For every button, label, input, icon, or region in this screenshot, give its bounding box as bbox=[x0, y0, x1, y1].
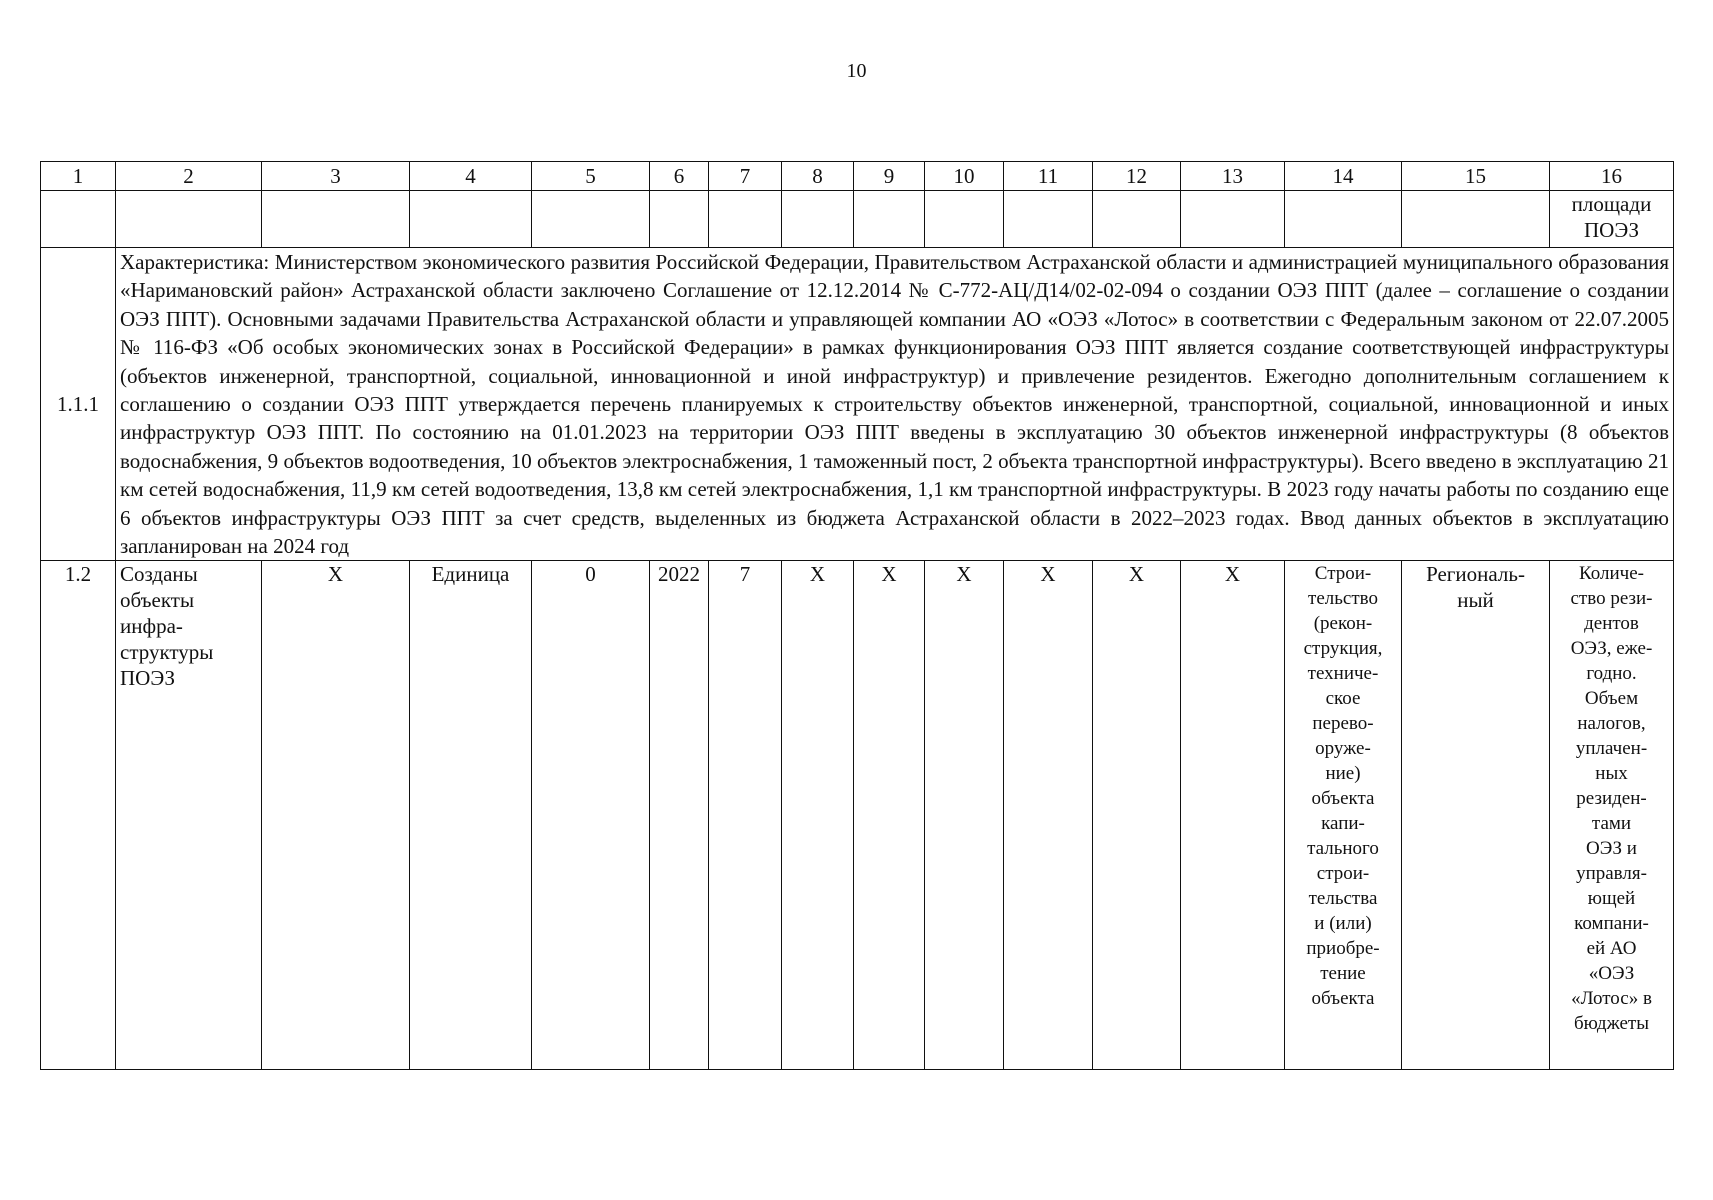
table-cell: X bbox=[854, 561, 925, 1070]
table-cell bbox=[854, 191, 925, 248]
continuation-row bbox=[41, 191, 1674, 248]
column-number: 5 bbox=[532, 162, 650, 191]
column-number: 14 bbox=[1285, 162, 1402, 191]
table-cell bbox=[1402, 191, 1550, 248]
column-number: 6 bbox=[650, 162, 709, 191]
table-cell bbox=[650, 191, 709, 248]
continuation-cell-col16: площади ПОЭЗ bbox=[1550, 191, 1674, 248]
table-cell bbox=[1004, 191, 1093, 248]
indicator-name: Созданы объекты инфра- структуры ПОЭЗ bbox=[116, 561, 262, 1070]
column-number: 15 bbox=[1402, 162, 1550, 191]
level-cell: Региональ- ный bbox=[1402, 561, 1550, 1070]
table-cell bbox=[1285, 191, 1402, 248]
unit-cell: Единица bbox=[410, 561, 532, 1070]
table-cell: X bbox=[1093, 561, 1181, 1070]
table-cell: X bbox=[925, 561, 1004, 1070]
table-cell: X bbox=[782, 561, 854, 1070]
table-cell bbox=[41, 191, 116, 248]
row-number: 1.2 bbox=[41, 561, 116, 1070]
table-cell bbox=[262, 191, 410, 248]
table-cell bbox=[925, 191, 1004, 248]
column-number: 10 bbox=[925, 162, 1004, 191]
table-cell bbox=[410, 191, 532, 248]
row-number: 1.1.1 bbox=[41, 248, 116, 561]
table-cell bbox=[1093, 191, 1181, 248]
action-type-cell: Строи- тельство (рекон- струкция, техниче- ское перево- оруже- ние) объекта капи- тального строи- тельства и (или) приобре- тение объекта bbox=[1285, 561, 1402, 1070]
row-1-1-1 bbox=[41, 248, 1674, 561]
table-cell bbox=[782, 191, 854, 248]
row-1-2 bbox=[41, 561, 1674, 1070]
page-number: 10 bbox=[846, 60, 867, 82]
characteristic-text: Характеристика: Министерством экономического развития Российской Федерации, Правительством Астраханской области и администрацией муниципального образования «Наримановский район» Астраханской области заключено Соглашение от 12.12.2014 № С-772-АЦ/Д14/02-02-094 о создании ОЭЗ ППТ (далее – соглашение о создании ОЭЗ ППТ). Основными задачами Правительства Астраханской области и управляющей компании АО «ОЭЗ «Лотос» в соответствии с Федеральным законом от 22.07.2005 № 116-ФЗ «Об особых экономических зонах в Российской Федерации» в рамках функционирования ОЭЗ ППТ является создание соответствующей инфраструктуры (объектов инженерной, транспортной, социальной, инновационной и иной инфраструктур) и привлечение резидентов. Ежегодно дополнительным соглашением к соглашению о создании ОЭЗ ППТ утверждается перечень планируемых к строительству объектов инженерной, транспортной, социальной, инновационной и иных инфраструктур ОЭЗ ППТ. По состоянию на 01.01.2023 на территории ОЭЗ ППТ введены в эксплуатацию 30 объектов инженерной инфраструктуры (8 объектов водоснабжения, 9 объектов водоотведения, 10 объектов электроснабжения, 1 таможенный пост, 2 объекта транспортной инфраструктуры). Всего введено в эксплуатацию 21 км сетей водоснабжения, 11,9 км сетей водоотведения, 13,8 км сетей электроснабжения, 1,1 км транспортной инфраструктуры. В 2023 году начаты работы по созданию еще 6 объектов инфраструктуры ОЭЗ ППТ за счет средств, выделенных из бюджета Астраханской области в 2022–2023 годах. Ввод данных объектов в эксплуатацию запланирован на 2024 год bbox=[116, 248, 1674, 561]
table-cell: X bbox=[262, 561, 410, 1070]
table-cell bbox=[532, 191, 650, 248]
column-number: 13 bbox=[1181, 162, 1285, 191]
column-number: 12 bbox=[1093, 162, 1181, 191]
table-cell bbox=[709, 191, 782, 248]
column-number: 2 bbox=[116, 162, 262, 191]
column-number: 4 bbox=[410, 162, 532, 191]
column-number: 8 bbox=[782, 162, 854, 191]
column-number: 11 bbox=[1004, 162, 1093, 191]
related-indicators-cell: Количе- ство рези- дентов ОЭЗ, еже- годно. Объем налогов, уплачен- ных резиден- тами ОЭЗ и управля- ющей компани- ей АО «ОЭЗ «Лотос» в бюджеты bbox=[1550, 561, 1674, 1070]
table-cell bbox=[116, 191, 262, 248]
table-cell: 7 bbox=[709, 561, 782, 1070]
base-year-cell: 2022 bbox=[650, 561, 709, 1070]
table-cell bbox=[1181, 191, 1285, 248]
column-number: 16 bbox=[1550, 162, 1674, 191]
column-number: 9 bbox=[854, 162, 925, 191]
table-cell: X bbox=[1181, 561, 1285, 1070]
indicators-table bbox=[40, 161, 1674, 1070]
column-number: 3 bbox=[262, 162, 410, 191]
table-cell: X bbox=[1004, 561, 1093, 1070]
column-number-row bbox=[41, 162, 1674, 191]
base-value-cell: 0 bbox=[532, 561, 650, 1070]
column-number: 1 bbox=[41, 162, 116, 191]
column-number: 7 bbox=[709, 162, 782, 191]
